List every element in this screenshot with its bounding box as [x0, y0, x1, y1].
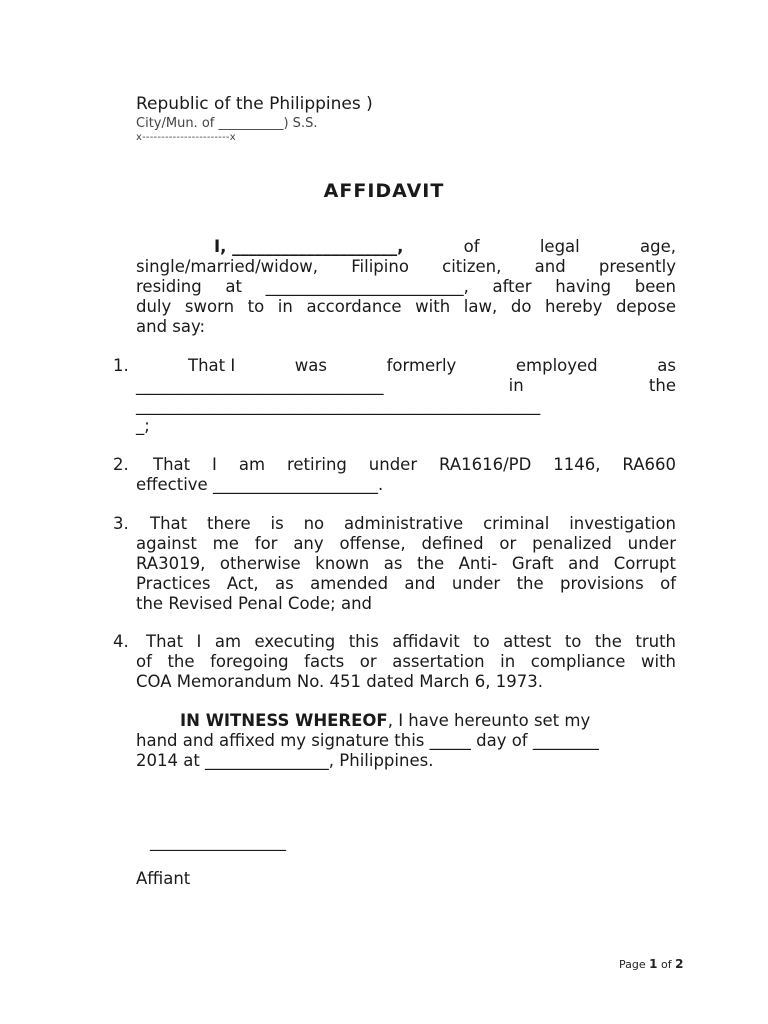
witness-line-3: 2014 at _______________, Philippines.	[136, 751, 434, 770]
item-line: _________________________________________________	[136, 396, 541, 415]
intro-word: Filipino	[351, 257, 409, 276]
item-text: of the foregoing facts or assertation in compliance with	[136, 652, 676, 671]
intro-line-3	[136, 277, 676, 297]
item-number: 2.	[113, 455, 129, 474]
affiant-label: Affiant	[136, 869, 191, 888]
intro-text: residing at ________________________, after having been	[136, 277, 676, 296]
item-text: against me for any offense, defined or penalized under	[136, 534, 676, 553]
item-text: That I am executing this affidavit to attest to the truth	[146, 632, 676, 651]
item-3	[136, 514, 676, 614]
item-line	[136, 455, 676, 475]
item-line	[136, 376, 676, 396]
intro-line-5: and say:	[136, 317, 206, 336]
item-2	[136, 455, 676, 495]
witness-line-2: hand and affixed my signature this _____ day of ________	[136, 731, 599, 750]
item-line	[136, 554, 676, 574]
item-text: That I am retiring under RA1616/PD 1146, RA660	[153, 455, 676, 474]
intro-line-2	[136, 257, 676, 277]
item-line: COA Memorandum No. 451 dated March 6, 1973.	[136, 672, 543, 691]
item-word: the	[648, 376, 676, 395]
intro-word: age,	[639, 237, 676, 256]
page-word: Page	[619, 958, 646, 971]
caption-rule: x-----------------------x	[136, 132, 236, 143]
item-text: That there is no administrative criminal investigation	[150, 514, 676, 533]
item-word: formerly	[386, 356, 457, 375]
item-number: 3.	[113, 514, 129, 533]
document-title: AFFIDAVIT	[323, 180, 445, 202]
intro-line-4	[136, 297, 676, 317]
intro-text: duly sworn to in accordance with law, do hereby depose	[136, 297, 676, 316]
item-line: the Revised Penal Code; and	[136, 594, 373, 613]
page-footer	[619, 957, 683, 971]
page-total: 2	[675, 957, 684, 971]
item-number: 1.	[113, 356, 129, 375]
item-word: was	[294, 356, 327, 375]
item-line: effective ____________________.	[136, 475, 384, 494]
item-line	[136, 574, 676, 594]
intro-word: and	[534, 257, 566, 276]
page-of: of	[661, 958, 672, 971]
caption-republic: Republic of the Philippines )	[136, 94, 373, 114]
item-word: That I	[188, 356, 236, 375]
caption-city: City/Mun. of __________) S.S.	[136, 116, 318, 131]
witness-rest: , I have hereunto set my	[387, 711, 591, 730]
witness-paragraph	[136, 711, 676, 771]
item-word: ______________________________	[136, 376, 384, 395]
item-line	[136, 632, 676, 652]
item-text: Practices Act, as amended and under the provisions of	[136, 574, 676, 593]
item-word: in	[508, 376, 524, 395]
intro-word: single/married/widow,	[136, 257, 319, 276]
item-line	[136, 356, 676, 376]
item-line	[136, 514, 676, 534]
intro-word: presently	[598, 257, 676, 276]
item-line: _;	[136, 416, 150, 435]
witness-line-1	[136, 711, 676, 731]
item-1	[136, 356, 676, 436]
item-number: 4.	[113, 632, 129, 651]
item-line	[136, 534, 676, 554]
page-current: 1	[649, 957, 658, 971]
item-4	[136, 632, 676, 692]
intro-paragraph	[136, 237, 676, 337]
item-line	[136, 652, 676, 672]
item-word: as	[657, 356, 676, 375]
intro-line-1	[136, 237, 676, 257]
item-text: RA3019, otherwise known as the Anti- Graft and Corrupt	[136, 554, 676, 573]
intro-word: citizen,	[442, 257, 502, 276]
item-word: employed	[515, 356, 598, 375]
intro-word: legal	[539, 237, 580, 256]
intro-word: I, ____________________,	[214, 237, 404, 256]
witness-bold: IN WITNESS WHEREOF	[180, 711, 388, 730]
intro-word: of	[463, 237, 480, 256]
signature-line: _________________	[150, 832, 286, 851]
